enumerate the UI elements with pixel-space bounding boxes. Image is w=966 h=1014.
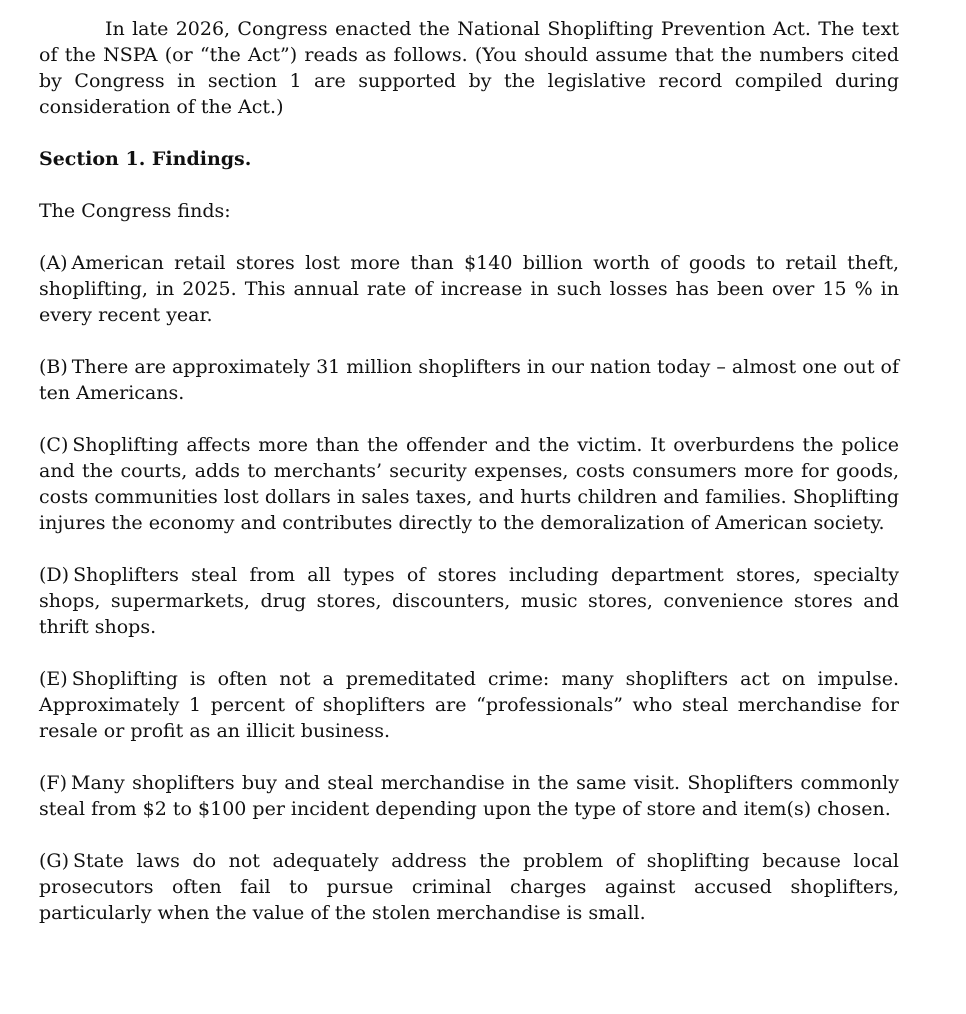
finding-d [39,562,899,640]
document-page [39,16,899,926]
section-heading: Section 1. Findings. [39,148,252,170]
finding-c [39,432,899,536]
finding-label: (F) [39,772,68,794]
finding-g [39,848,899,926]
finding-label: (G) [39,850,70,872]
finding-f [39,770,899,822]
finding-text: Many shoplifters buy and steal merchandise in the same visit. Shoplifters commonly steal from $2 to $100 per incident depending upon the type of store and item(s) chosen. [39,772,899,820]
finding-e [39,666,899,744]
finding-label: (D) [39,564,70,586]
finding-b [39,354,899,406]
finding-text: Shoplifting affects more than the offender and the victim. It overburdens the police and the courts, adds to merchants’ security expenses, costs consumers more for goods, costs communities lost dollars in sales taxes, and hurts children and families. Shoplifting injures the economy and contributes directly to the demoralization of American society. [39,434,899,534]
finding-a [39,250,899,328]
finding-text: State laws do not adequately address the problem of shoplifting because local prosecutors often fail to pursue criminal charges against accused shoplifters, particularly when the value of the stolen merchandise is small. [39,850,899,924]
intro-paragraph: In late 2026, Congress enacted the National Shoplifting Prevention Act. The text of the NSPA (or “the Act”) reads as follows. (You should assume that the numbers cited by Congress in section 1 are supported by the legislative record compiled during consideration of the Act.) [39,18,899,118]
finding-text: Shoplifting is often not a premeditated crime: many shoplifters act on impulse. Approximately 1 percent of shoplifters are “professionals” who steal merchandise for resale or profit as an illicit business. [39,668,899,742]
finding-text: Shoplifters steal from all types of stores including department stores, specialty shops, supermarkets, drug stores, discounters, music stores, convenience stores and thrift shops. [39,564,899,638]
finding-text: American retail stores lost more than $140 billion worth of goods to retail theft, shoplifting, in 2025. This annual rate of increase in such losses has been over 15 % in every recent year. [39,252,899,326]
finding-label: (C) [39,434,69,456]
finding-label: (A) [39,252,68,274]
findings-lead: The Congress finds: [39,200,231,222]
finding-label: (B) [39,356,68,378]
finding-text: There are approximately 31 million shoplifters in our nation today – almost one out of ten Americans. [39,356,899,404]
finding-label: (E) [39,668,68,690]
